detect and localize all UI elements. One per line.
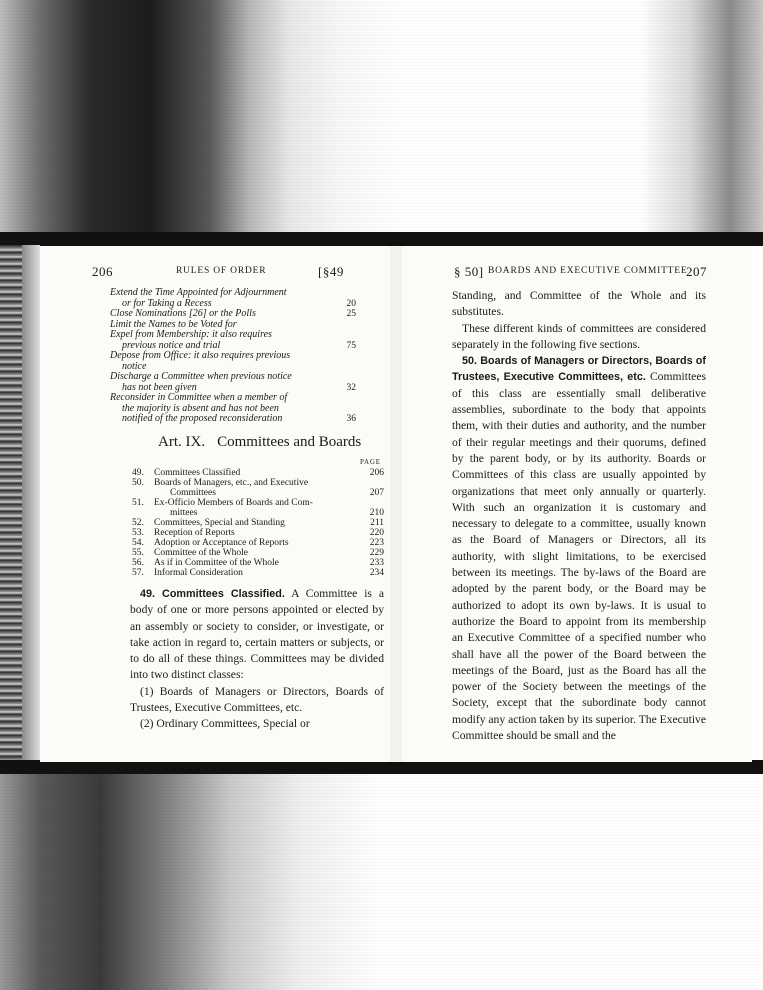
table-of-contents — [132, 468, 384, 578]
article-heading — [158, 434, 361, 451]
right-body-text — [452, 288, 706, 744]
motion-item: Extend the Time Appointed for Adjournment or for Taking a Recess 20 — [110, 287, 356, 309]
left-page — [40, 246, 390, 762]
section-50-heading: 50. Boards of Managers or Directors, Boards of Trustees, Executive Committees, etc. — [452, 355, 706, 384]
article-label: Art. IX. — [158, 434, 206, 450]
right-running-head — [402, 264, 752, 282]
toc-page-label: PAGE — [360, 458, 381, 466]
toc-row: 53. Reception of Reports 220 — [132, 528, 384, 538]
right-page — [402, 246, 752, 762]
motion-item: Discharge a Committee when previous notice has not been given 32 — [110, 371, 356, 393]
toc-row: 56. As if in Committee of the Whole 233 — [132, 558, 384, 568]
toc-row: 52. Committees, Special and Standing 211 — [132, 518, 384, 528]
class-1-item: (1) Boards of Managers or Directors, Boards of Trustees, Executive Committees, etc. — [130, 684, 384, 715]
right-page-number: 207 — [686, 264, 707, 279]
kinds-paragraph: These different kinds of committees are considered separately in the following five sections. — [452, 321, 706, 351]
motion-item: Reconsider in Committee when a member of the majority is absent and has not been notified of the proposed reconsideration 36 — [110, 392, 356, 424]
article-title: Committees and Boards — [217, 434, 362, 450]
section-49-heading: 49. Committees Classified. — [140, 588, 285, 600]
left-running-head — [40, 264, 390, 282]
motion-item: Expel from Membership: it also requires previous notice and trial 75 — [110, 329, 356, 351]
section-50-paragraph: 50. Boards of Managers or Directors, Boards of Trustees, Executive Committees, etc. Committees of this class are essentially small deliberative assemblies, subordinate to the body that appoints them, with their duties and authority, and the number of their regular meetings and their quorums, defined by the parent body, or by its authority. Boards or Committees of this class are usually appointed by organizations that meet only annually or quarterly. With such an organization it is customary and necessary to delegate to a committee, usually known as the Board of Managers or Directors, all its authority, with slight limitations, to be exercised between its meetings. The by-laws of the Board are adopted by the parent body, or the Board may be authorized to adopt its own by-laws. It is usual to authorize the Board to appoint from its membership an Executive Committee of a specified number who shall have all the power of the Board between the meetings of the Board, just as the Board has all the power of the Society between the meetings of the Society, except that the subordinate body cannot modify any action taken by its superior. The Executive Committee should be small and the — [452, 355, 706, 743]
motion-item: Limit the Names to be Voted for — [110, 318, 237, 330]
right-running-title: BOARDS AND EXECUTIVE COMMITTEE — [488, 266, 688, 276]
scan-artifact-top — [0, 0, 763, 245]
book-gutter — [390, 246, 402, 762]
toc-row: 49. Committees Classified 206 — [132, 468, 384, 478]
scan-band-top — [0, 232, 763, 246]
section-49-paragraph: 49. Committees Classified. A Committee is a body of one or more persons appointed or elected by an assembly or society to consider, or investigate, or take action in regard to, certain matters or subjects, or to do all of these things. Committees may be divided into two distinct classes: — [130, 587, 384, 682]
toc-row: 50. Boards of Managers, etc., and Executive Committees 207 — [132, 478, 384, 498]
motion-item: Close Nominations [26] or the Polls 25 — [110, 308, 356, 319]
motion-item: Depose from Office: it also requires previous notice — [110, 350, 291, 372]
toc-row: 51. Ex-Officio Members of Boards and Com- mittees 210 — [132, 498, 384, 518]
toc-row: 57. Informal Consideration 234 — [132, 568, 384, 578]
motions-list — [110, 288, 356, 425]
left-running-title: RULES OF ORDER — [176, 266, 267, 276]
continued-paragraph: Standing, and Committee of the Whole and its substitutes. — [452, 289, 706, 319]
scan-band-bottom — [0, 760, 763, 774]
scan-artifact-left — [0, 245, 22, 765]
left-body-text — [130, 586, 384, 733]
right-section-ref: § 50] — [454, 264, 484, 279]
toc-row: 55. Committee of the Whole 229 — [132, 548, 384, 558]
left-section-ref: [§49 — [318, 264, 344, 279]
toc-row: 54. Adoption or Acceptance of Reports 223 — [132, 538, 384, 548]
class-2-item: (2) Ordinary Committees, Special or — [140, 717, 310, 731]
page-edge-shadow — [22, 245, 40, 765]
scan-artifact-bottom — [0, 770, 763, 990]
left-page-number: 206 — [92, 264, 113, 279]
